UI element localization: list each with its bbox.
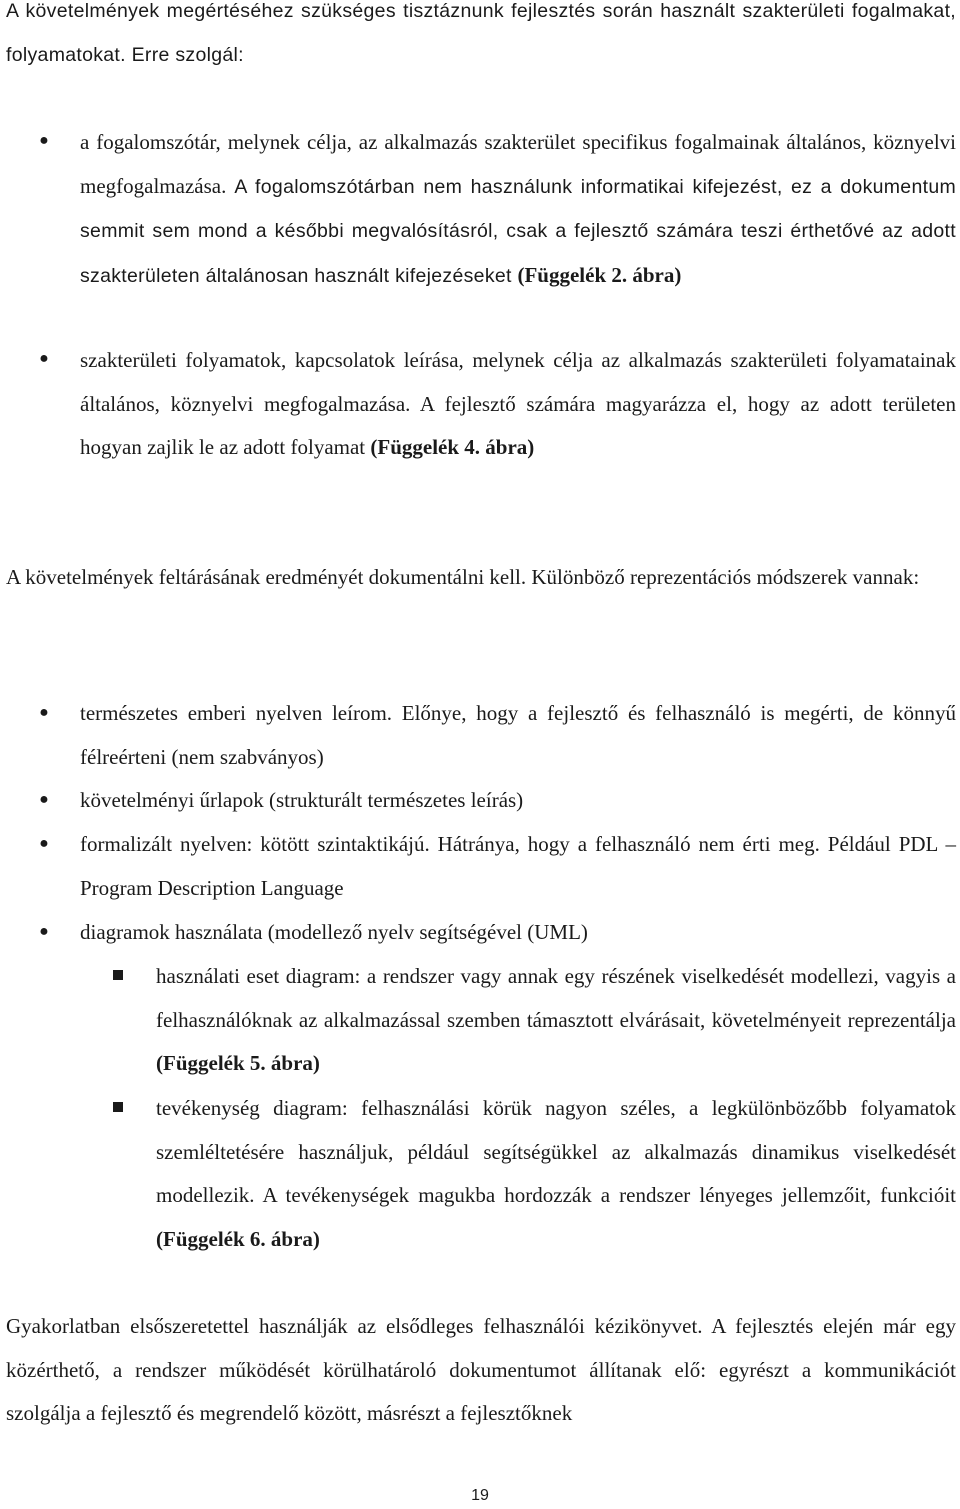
square-bullet-icon	[113, 1102, 123, 1112]
representation-text: A követelmények feltárásának eredményét dokumentálni kell. Különböző reprezentációs módszerek vannak:	[6, 565, 920, 589]
list2-item-4-text: diagramok használata (modellező nyelv segítségével (UML)	[80, 920, 588, 944]
bullet-icon	[30, 835, 58, 853]
bullet-icon	[30, 923, 58, 941]
practice-text: Gyakorlatban elsőszeretettel használják az elsődleges felhasználói kézikönyvet. A fejlesztés elején már egy közérthető, a rendszer működését körülhatároló dokumentumot állítanak elő: egyrészt a kommunikációt szolgálja a fejlesztő és megrendelő között, másrészt a fejlesztőknek	[6, 1314, 956, 1425]
list2-item-1-text: természetes emberi nyelven leírom. Előnye, hogy a fejlesztő és felhasználó is megérti, de könnyű félreérteni (nem szabványos)	[80, 701, 956, 769]
sublist-item-1-ref: (Függelék 5. ábra)	[156, 1051, 320, 1075]
list2-item-4	[80, 911, 956, 955]
list1-item-2	[80, 339, 956, 470]
sublist-item-2-text: tevékenység diagram: felhasználási körük nagyon széles, a legkülönbözőbb folyamatok szemléltetésére használjuk, például segítségükkel az alkalmazás dinamikus viselkedését modellezik. A tevékenységek magukba hordozzák a rendszer lényeges jellemzőit, funkcióit	[156, 1096, 956, 1207]
list2-item-1	[80, 692, 956, 779]
bullet-icon	[30, 704, 58, 722]
bullet-icon	[30, 132, 58, 150]
sublist-item-2	[156, 1087, 956, 1261]
sublist-item-1	[156, 955, 956, 1086]
list1-item-2-text: szakterületi folyamatok, kapcsolatok leírása, melynek célja az alkalmazás szakterületi folyamatainak általános, köznyelvi megfogalmazása. A fejlesztő számára magyarázza el, hogy az adott területen hogyan zajlik le az adott folyamat	[80, 348, 956, 459]
list1-item-1	[80, 121, 956, 298]
list1-item-2-ref: (Függelék 4. ábra)	[370, 435, 535, 459]
bullet-icon	[30, 350, 58, 368]
intro-text: A követelmények megértéséhez szükséges tisztáznunk fejlesztés során használt szakterületi fogalmakat, folyamatokat. Erre szolgál:	[6, 0, 956, 66]
practice-paragraph	[6, 1305, 956, 1436]
bullet-icon	[30, 791, 58, 809]
list1-item-1-text-a: a fogalomszótár, melynek célja, az alkalmazás szakterület specifikus fogalmainak általános, köznyelvi megfogalmazása.	[80, 130, 956, 198]
sublist-item-1-text: használati eset diagram: a rendszer vagy annak egy részének viselkedését modellezi, vagyis a felhasználóknak az alkalmazással szemben támasztott elvárásait, követelményeit reprezentálja	[156, 964, 956, 1032]
list1-item-1-ref: (Függelék 2. ábra)	[517, 262, 682, 287]
representation-paragraph	[6, 556, 956, 600]
list1-item-1-text-b: A fogalomszótárban nem használunk informatikai kifejezést, ez a dokumentum semmit sem mond a későbbi megvalósításról, csak a fejlesztő számára teszi érthetővé az adott szakterületen általánosan használt kifejezéseket	[80, 175, 957, 287]
square-bullet-icon	[113, 970, 123, 980]
list2-item-2	[80, 779, 956, 823]
page-number: 19	[471, 1487, 489, 1504]
list2-item-2-text: követelményi űrlapok (strukturált természetes leírás)	[80, 788, 524, 812]
list2-item-3	[80, 823, 956, 910]
sublist-item-2-ref: (Függelék 6. ábra)	[156, 1226, 320, 1251]
intro-paragraph	[6, 0, 956, 77]
list2-item-3-text: formalizált nyelven: kötött szintaktikájú. Hátránya, hogy a felhasználó nem érti meg. Például PDL – Program Description Language	[80, 832, 956, 900]
